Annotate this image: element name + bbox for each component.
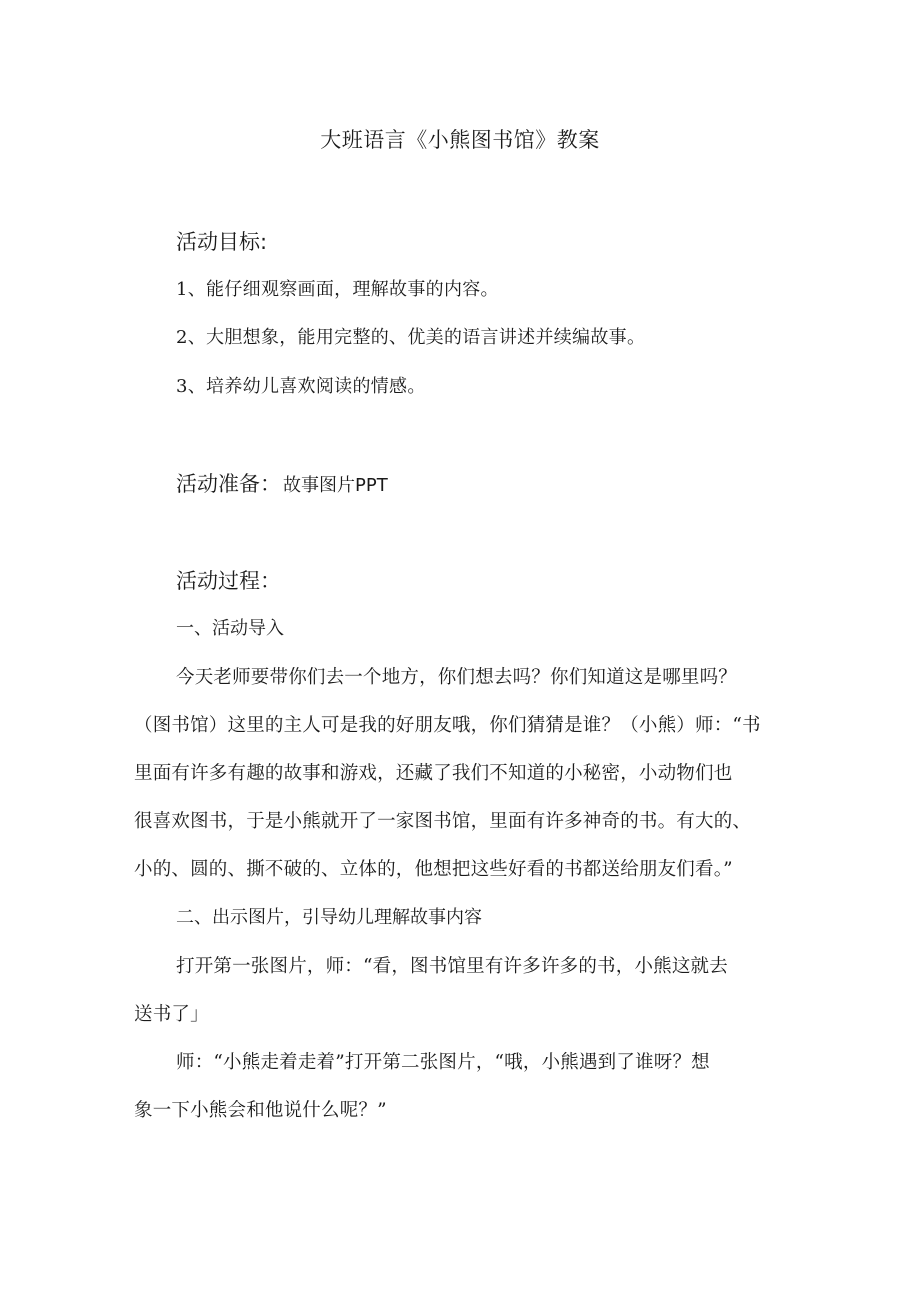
goal-item-1: 1、能仔细观察画面，理解故事的内容。: [176, 279, 499, 300]
preparation-heading: [176, 468, 388, 498]
section1-line-4: 很喜欢图书，于是小熊就开了一家图书馆，里面有许多神奇的书。有大的、: [134, 811, 752, 832]
section2-p2-line-2: 象一下小熊会和他说什么呢？”: [134, 1100, 387, 1121]
goal-item-2: 2、大胆想象，能用完整的、优美的语言讲述并续编故事。: [176, 327, 646, 348]
preparation-label: 活动准备：: [176, 472, 281, 496]
section1-line-1: 今天老师要带你们去一个地方，你们想去吗？你们知道这是哪里吗？: [176, 667, 738, 688]
section1-line-3: 里面有许多有趣的故事和游戏，还藏了我们不知道的小秘密，小动物们也: [134, 763, 733, 784]
section1-title: 一、活动导入: [176, 618, 284, 639]
process-heading: 活动过程：: [176, 569, 281, 593]
section1-line-2: （图书馆）这里的主人可是我的好朋友哦，你们猜猜是谁？（小熊）师：“书: [134, 715, 761, 736]
section2-p1-line-1: 打开第一张图片，师：“看，图书馆里有许多许多的书，小熊这就去: [176, 956, 728, 977]
goal-item-3: 3、培养幼儿喜欢阅读的情感。: [176, 376, 426, 397]
section1-line-5: 小的、圆的、撕不破的、立体的，他想把这些好看的书都送给朋友们看。”: [134, 859, 733, 880]
section2-title: 二、出示图片，引导幼儿理解故事内容: [176, 907, 482, 928]
preparation-text: 故事图片PPT: [283, 475, 388, 496]
goals-heading: 活动目标:: [176, 230, 268, 254]
section2-p1-line-2: 送书了」: [134, 1004, 209, 1025]
document-title: 大班语言《小熊图书馆》教案: [320, 128, 600, 152]
section2-p2-line-1: 师：“小熊走着走着”打开第二张图片，“哦，小熊遇到了谁呀？想: [176, 1052, 710, 1073]
